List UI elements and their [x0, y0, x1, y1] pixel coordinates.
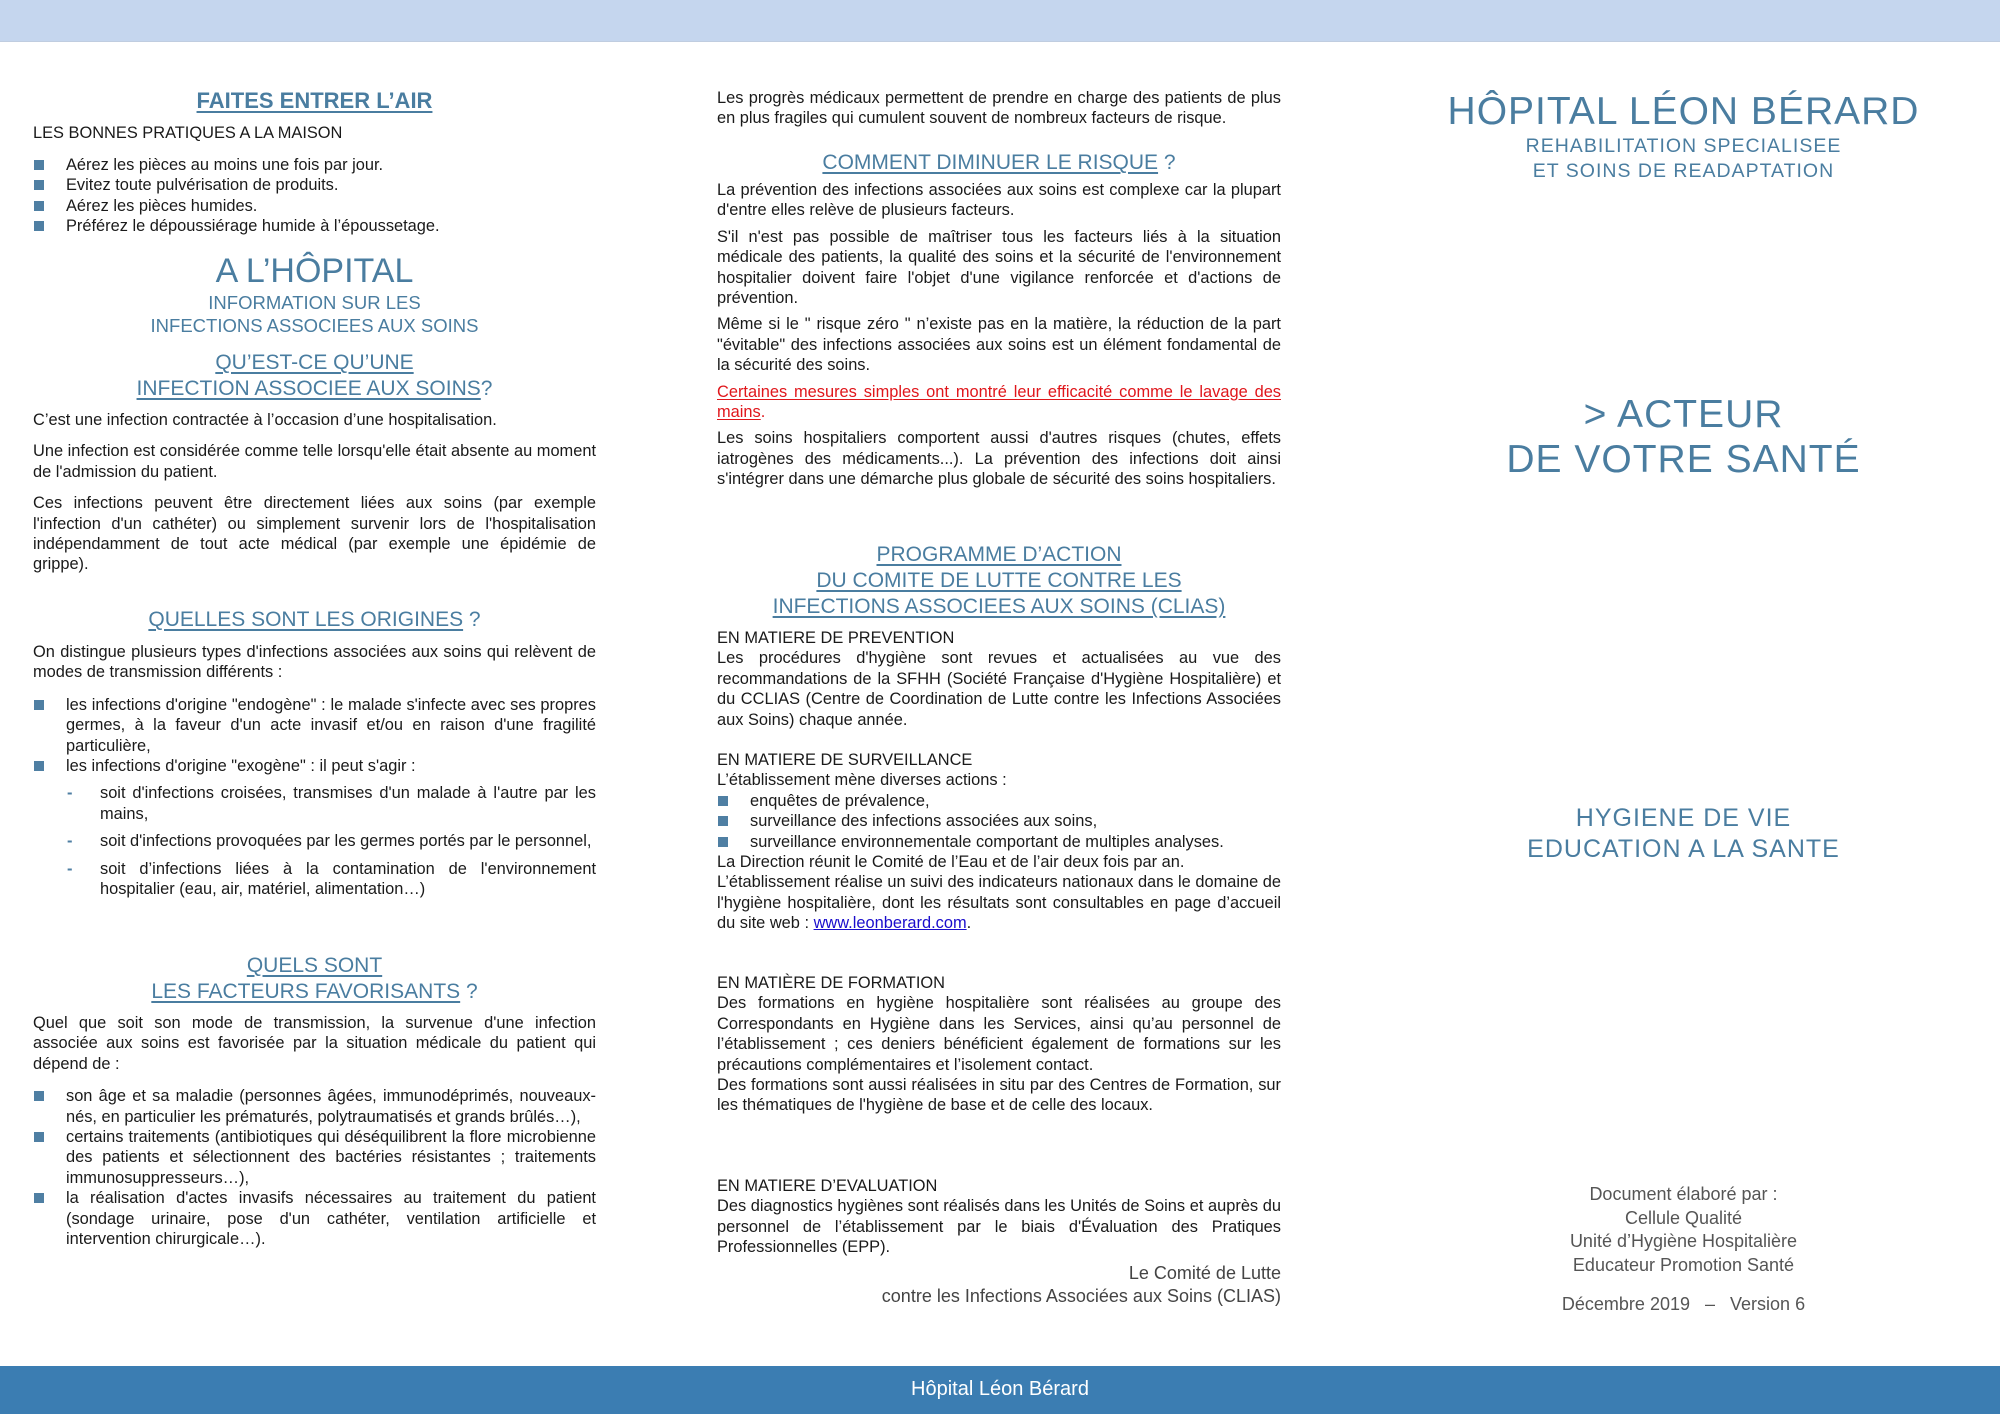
factors-title-line1: QUELS SONT: [246, 954, 383, 977]
square-bullet-icon: [34, 201, 44, 211]
what-p3: Ces infections peuvent être directement liées aux soins (par exemple l'infection d'un cathéter) ou simplement survenir lors de l'hospitalisation indépendamment de tout acte médical (par exemple une épidémie de grippe).: [33, 494, 596, 574]
hospital-title: A L’HÔPITAL: [215, 252, 414, 290]
reduce-p1: La prévention des infections associées aux soins est complexe car la plupart d'entre elles relève de plusieurs facteurs.: [717, 181, 1281, 220]
list-item: [33, 175, 596, 195]
list-item: [33, 196, 596, 216]
hospital-subtitle2: ET SOINS DE READAPTATION: [1532, 160, 1835, 182]
what-title-line1: QU’EST-CE QU’UNE: [215, 351, 414, 374]
square-bullet-icon: [34, 700, 44, 710]
reduce-p3: Même si le " risque zéro " n’existe pas en la matière, la réduction de la part "évitable" des infections associées aux soins est un élément fondamental de la sécurité des soins.: [717, 315, 1281, 375]
home-list: [33, 155, 596, 237]
training-p2: Des formations sont aussi réalisées in situ par des Centres de Formation, sur les thématiques de l'hygiène de base et de celle des locaux.: [717, 1076, 1281, 1115]
origins-title-suffix: ?: [463, 608, 481, 631]
list-item-text: soit d’infections liées à la contamination de l'environnement hospitalier (eau, air, matériel, alimentation…): [100, 859, 596, 899]
prevention-heading: EN MATIERE DE PREVENTION: [717, 629, 955, 647]
credits: [1390, 1183, 1977, 1317]
top-bar: [0, 0, 2000, 42]
dash-bullet-icon: -: [67, 859, 73, 878]
dash-bullet-icon: -: [67, 784, 73, 803]
surveillance-p2-text: L’établissement réalise un suivi des indicateurs nationaux dans le domaine de l'hygiène hospitalière, dont les résultats sont consultables en page d’accueil du site web :: [717, 873, 1282, 933]
hospital-name: HÔPITAL LÉON BÉRARD: [1447, 90, 1920, 133]
document-version: Version 6: [1730, 1294, 1806, 1314]
program-title: [717, 542, 1281, 620]
square-bullet-icon: [34, 1193, 44, 1203]
square-bullet-icon: [718, 816, 728, 826]
reduce-title: [717, 150, 1281, 176]
list-item: [33, 783, 596, 824]
hospital-sub1: INFORMATION SUR LES: [208, 292, 421, 313]
list-item: [33, 859, 596, 900]
training-heading: EN MATIÈRE DE FORMATION: [717, 974, 945, 992]
list-item: [33, 756, 596, 776]
main-title-line2: DE VOTRE SANTÉ: [1506, 438, 1861, 481]
reduce-red-suffix: .: [760, 403, 766, 422]
factors-list: [33, 1086, 596, 1249]
program-title-line2: DU COMITE DE LUTTE CONTRE LES: [816, 569, 1182, 592]
prevention-text: Les procédures d'hygiène sont revues et actualisées au vue des recommandations de la SFHH (Société Française d'Hygiène Hospitalière) et du CCLIAS (Centre de Coordination de Lutte contre les Infections Associées aux Soins) chaque année.: [717, 649, 1281, 729]
version-line: [1390, 1293, 1977, 1317]
surveillance-intro: L’établissement mène diverses actions :: [717, 771, 1007, 790]
list-item-text: soit d'infections croisées, transmises d'un malade à l'autre par les mains,: [100, 784, 596, 823]
list-item: [33, 831, 596, 851]
what-title: [33, 350, 596, 402]
list-item: [33, 695, 596, 756]
credit-item: Cellule Qualité: [1624, 1207, 1743, 1228]
square-bullet-icon: [34, 1132, 44, 1142]
hospital-sub2: INFECTIONS ASSOCIEES AUX SOINS: [150, 315, 479, 336]
list-item-text: les infections d'origine "exogène" : il peut s'agir :: [66, 757, 416, 776]
what-p2: Une infection est considérée comme telle lorsqu'elle était absente au moment de l'admission du patient.: [33, 442, 596, 481]
date-separator: –: [1705, 1294, 1716, 1314]
hand-washing-note: Certaines mesures simples ont montré leur efficacité comme le lavage des mains: [717, 382, 1281, 422]
list-item-text: la réalisation d'actes invasifs nécessaires au traitement du patient (sondage urinaire, pose d'un cathéter, ventilation artificielle et intervention chirurgicale…).: [66, 1189, 596, 1249]
program-title-line1: PROGRAMME D’ACTION: [876, 543, 1122, 566]
surveillance-p1: La Direction réunit le Comité de l’Eau et de l’air deux fois par an.: [717, 853, 1185, 872]
origins-list: [33, 695, 596, 777]
training-p1: Des formations en hygiène hospitalière sont réalisées au groupe des Correspondants en Hygiène dans les Services, ainsi qu’au personnel de l’établissement ; ces deniers bénéficient également de formations sur les précautions complémentaires et l’isolement contact.: [717, 994, 1281, 1074]
list-item: [717, 832, 1281, 852]
factors-title-suffix: ?: [460, 980, 478, 1003]
reduce-title-text: COMMENT DIMINUER LE RISQUE: [822, 151, 1159, 174]
reduce-red-note: [717, 382, 1281, 423]
list-item: [33, 1188, 596, 1249]
square-bullet-icon: [34, 221, 44, 231]
website-link[interactable]: www.leonberard.com: [813, 914, 967, 933]
home-subtitle: LES BONNES PRATIQUES A LA MAISON: [33, 124, 343, 142]
program-title-line3: INFECTIONS ASSOCIEES AUX SOINS (CLIAS): [772, 595, 1226, 618]
reduce-p4: Les soins hospitaliers comportent aussi d'autres risques (chutes, effets iatrogènes des médicaments...). La prévention des infections doit ainsi s'intégrer dans une démarche plus globale de sécurité des soins hospitaliers.: [717, 429, 1281, 489]
air-title: [33, 88, 596, 114]
hospital-subtitle1: REHABILITATION SPECIALISEE: [1525, 135, 1842, 157]
document-date: Décembre 2019: [1561, 1294, 1690, 1314]
origins-title: [33, 607, 596, 633]
footer-bar: [0, 1366, 2000, 1414]
list-item: [33, 155, 596, 175]
signature: [717, 1262, 1281, 1308]
credits-heading: Document élaboré par :: [1589, 1184, 1778, 1204]
what-title-suffix: ?: [480, 377, 493, 400]
evaluation-text: Des diagnostics hygiènes sont réalisés dans les Unités de Soins et auprès du personnel de l’établissement par le biais d'Évaluation des Pratiques Professionnelles (EPP).: [717, 1197, 1281, 1257]
reduce-title-suffix: ?: [1158, 151, 1176, 174]
list-item-text: surveillance des infections associées aux soins,: [750, 812, 1098, 831]
square-bullet-icon: [34, 180, 44, 190]
square-bullet-icon: [718, 837, 728, 847]
intro-paragraph: Les progrès médicaux permettent de prendre en charge des patients de plus en plus fragiles qui cumulent souvent de nombreux facteurs de risque.: [717, 89, 1281, 128]
list-item-text: Aérez les pièces humides.: [66, 196, 258, 215]
list-item-text: Evitez toute pulvérisation de produits.: [66, 176, 339, 195]
theme-line2: EDUCATION A LA SANTE: [1527, 835, 1840, 863]
what-p1: C’est une infection contractée à l’occasion d’une hospitalisation.: [33, 411, 497, 429]
list-item-text: certains traitements (antibiotiques qui déséquilibrent la flore microbienne des patients et sélectionnent des bactéries résistantes ; traitements immunosuppresseurs…),: [66, 1128, 596, 1187]
evaluation-heading: EN MATIERE D’EVALUATION: [717, 1177, 938, 1195]
list-item-text: enquêtes de prévalence,: [750, 791, 930, 810]
exo-list: [33, 783, 596, 899]
square-bullet-icon: [718, 796, 728, 806]
signature-line2: contre les Infections Associées aux Soins (CLIAS): [881, 1285, 1281, 1306]
square-bullet-icon: [34, 1091, 44, 1101]
footer-text: Hôpital Léon Bérard: [911, 1378, 1089, 1400]
theme-line1: HYGIENE DE VIE: [1575, 804, 1792, 832]
credit-item: Educateur Promotion Santé: [1572, 1254, 1795, 1275]
square-bullet-icon: [34, 761, 44, 771]
list-item-text: Aérez les pièces au moins une fois par jour.: [66, 156, 384, 174]
origins-title-text: QUELLES SONT LES ORIGINES: [148, 608, 464, 631]
what-title-line2: INFECTION ASSOCIEE AUX SOINS: [136, 377, 481, 400]
main-title-line1: > ACTEUR: [1583, 393, 1784, 436]
factors-title-line2: LES FACTEURS FAVORISANTS: [151, 980, 461, 1003]
surveillance-p2: [717, 872, 1281, 933]
signature-line1: Le Comité de Lutte: [1128, 1262, 1281, 1283]
list-item: [33, 1086, 596, 1127]
surveillance-heading: EN MATIERE DE SURVEILLANCE: [717, 751, 973, 769]
surveillance-list: [717, 791, 1281, 852]
square-bullet-icon: [34, 160, 44, 170]
link-suffix: .: [966, 914, 972, 933]
reduce-p2: S'il n'est pas possible de maîtriser tous les facteurs liés à la situation médicale des patients, la qualité des soins et la sécurité de l'environnement hospitalier doivent faire l'objet d'une vigilance renforcée et d'actions de prévention.: [717, 227, 1281, 308]
list-item-text: soit d'infections provoquées par les germes portés par le personnel,: [100, 832, 592, 851]
factors-intro: Quel que soit son mode de transmission, la survenue d'une infection associée aux soins est favorisée par la situation médicale du patient qui dépend de :: [33, 1014, 596, 1073]
air-title-text: FAITES ENTRER L’AIR: [196, 88, 433, 113]
credit-item: Unité d’Hygiène Hospitalière: [1569, 1231, 1798, 1251]
list-item: [33, 1127, 596, 1188]
origins-intro: On distingue plusieurs types d'infections associées aux soins qui relèvent de modes de transmission différents :: [33, 643, 596, 682]
list-item-text: les infections d'origine "endogène" : le malade s'infecte avec ses propres germes, à la faveur d'un acte invasif et/ou en raison d'une fragilité particulière,: [66, 695, 596, 755]
list-item-text: Préférez le dépoussiérage humide à l’époussetage.: [66, 217, 440, 236]
list-item: [717, 811, 1281, 831]
list-item-text: son âge et sa maladie (personnes âgées, immunodéprimés, nouveaux-nés, en particulier les prématurés, polytraumatisés et grands brûlés…),: [66, 1087, 596, 1126]
factors-title: [33, 953, 596, 1005]
list-item-text: surveillance environnementale comportant de multiples analyses.: [750, 832, 1224, 851]
dash-bullet-icon: -: [67, 832, 73, 851]
list-item: [717, 791, 1281, 811]
list-item: [33, 216, 596, 236]
